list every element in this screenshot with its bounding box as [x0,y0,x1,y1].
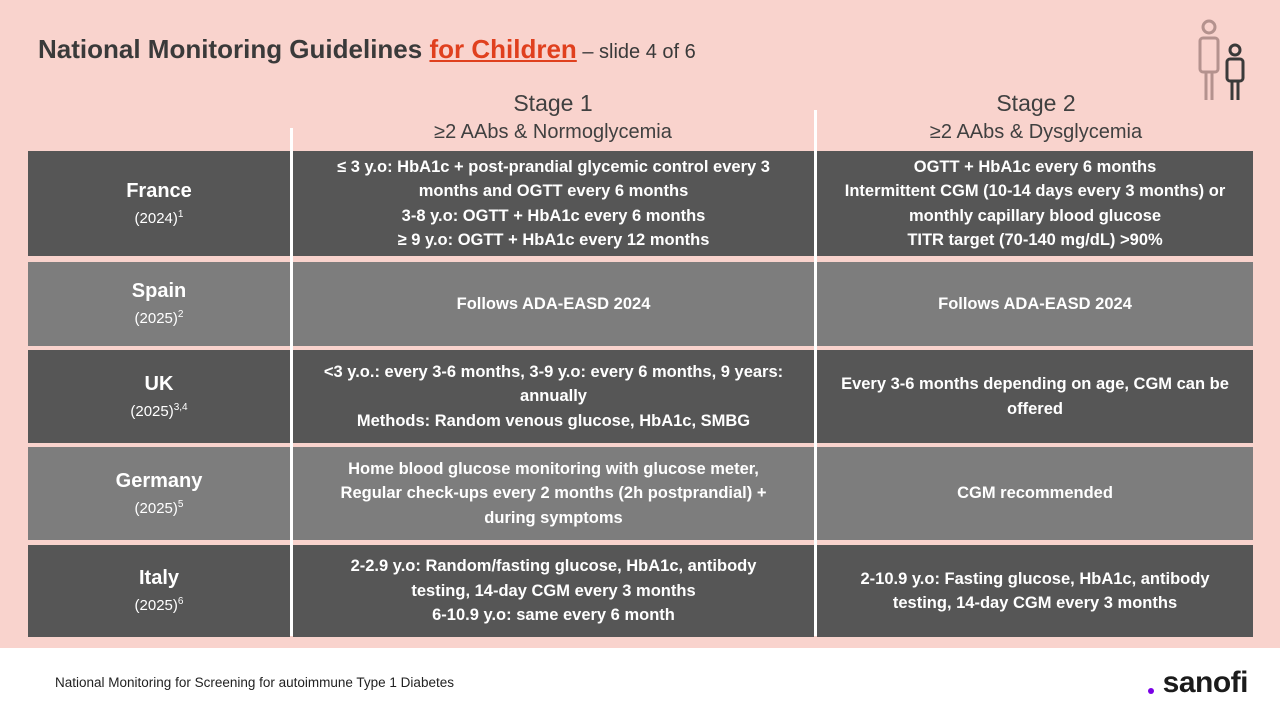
stage-1-name: Stage 1 [513,90,593,116]
country-cell-uk [28,350,290,443]
country-name: France [126,179,192,202]
guideline-line: <3 y.o.: every 3-6 months, 3-9 y.o: every 6 months, 9 years: [323,362,784,381]
stage-2-name: Stage 2 [996,90,1076,116]
guideline-line: 2-2.9 y.o: Random/fasting glucose, HbA1c, antibody [350,557,757,576]
italy-stage-2-cell [817,545,1253,637]
germany-stage-1-cell [293,447,814,540]
guideline-line: ≥ 9 y.o: OGTT + HbA1c every 12 months [397,231,710,249]
country-cell-germany [28,447,290,540]
guideline-line: Every 3-6 months depending on age, CGM can be [841,375,1229,393]
reference-superscript: 3,4 [173,401,188,413]
country-name: UK [144,372,174,395]
country-cell-italy [28,545,290,637]
france-stage-1-cell [293,151,814,256]
slide-title [38,34,696,65]
country-year: $(2025)^{3,4}$ [130,401,188,420]
guideline-line: ≤ 3 y.o: HbA1c + post-prandial glycemic control every 3 [337,157,770,176]
guideline-line: testing, 14-day CGM every 3 months [892,594,1178,612]
footer-bar [0,648,1280,720]
guideline-line: testing, 14-day CGM every 3 months [411,581,696,600]
country-name: Spain [131,280,187,302]
guideline-line: Home blood glucose monitoring with glucose meter, [348,459,759,478]
france-stage-2-cell [817,151,1253,256]
reference-superscript: 1 [177,208,184,220]
guideline-line: 6-10.9 y.o: same every 6 month [432,606,675,625]
country-name: Germany [115,469,203,492]
guideline-line: CGM recommended [957,484,1113,503]
guideline-line: Intermittent CGM (10-14 days every 3 months) or [844,182,1226,200]
guideline-line: Follows ADA-EASD 2024 [456,294,651,313]
country-year: $(2025)^6$ [134,596,184,614]
guideline-line: months and OGTT every 6 months [418,182,689,200]
country-year: $(2025)^5$ [134,498,184,517]
uk-stage-2-cell [817,350,1253,443]
logo-dot-icon [1148,688,1154,694]
guideline-line: Regular check-ups every 2 months (2h postprandial) + [340,484,767,503]
reference-superscript: 5 [177,498,184,510]
country-cell-spain [28,262,290,346]
country-year: $(2024)^1$ [134,208,184,227]
guideline-line: Methods: Random venous glucose, HbA1c, SMBG [356,411,751,430]
guideline-line: OGTT + HbA1c every 6 months [913,157,1157,176]
spain-stage-2-cell [817,262,1253,346]
guideline-line: TITR target (70-140 mg/dL) >90% [907,231,1163,249]
country-year: $(2025)^2$ [134,309,184,327]
reference-superscript: 2 [177,309,184,320]
country-name: Italy [138,567,180,589]
title-subtitle: – slide 4 of 6 [576,41,696,63]
guideline-line: offered [1007,399,1063,418]
title-highlight: for Children [429,34,577,64]
spain-stage-1-cell [293,262,814,346]
guideline-line: annually [520,387,587,406]
stage-1-criteria: ≥2 AAbs & Normoglycemia [434,121,672,143]
reference-superscript: 6 [177,596,184,607]
stage-2-criteria: ≥2 AAbs & Dysglycemia [929,121,1143,143]
uk-stage-1-cell [293,350,814,443]
guideline-line: 2-10.9 y.o: Fasting glucose, HbA1c, antibody [860,569,1210,588]
guideline-line: monthly capillary blood glucose [908,206,1162,225]
guideline-line: 3-8 y.o: OGTT + HbA1c every 6 months [401,206,706,225]
sanofi-logo: sanofi [1162,666,1248,699]
guideline-line: Follows ADA-EASD 2024 [938,294,1132,313]
title-main: National Monitoring Guidelines [38,34,430,64]
footer-text: National Monitoring for Screening for autoimmune Type 1 Diabetes [55,675,454,690]
germany-stage-2-cell [817,447,1253,540]
italy-stage-1-cell [293,545,814,637]
guideline-line: during symptoms [484,508,623,527]
country-cell-france [28,151,290,256]
stage-2-header [818,88,1254,146]
stage-1-header [292,88,814,146]
